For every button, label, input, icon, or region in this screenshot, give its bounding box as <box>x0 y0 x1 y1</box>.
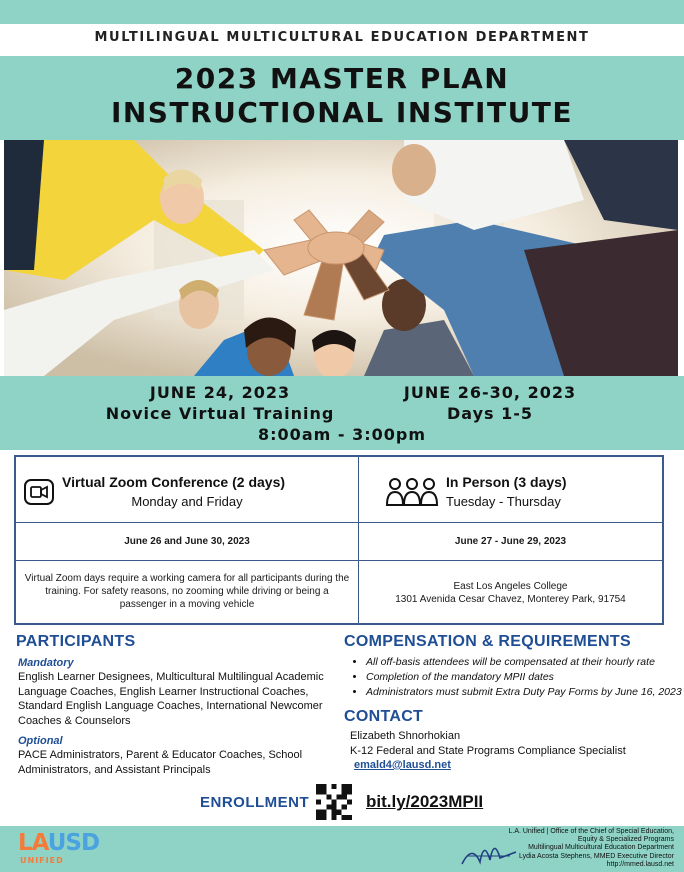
virtual-title: Virtual Zoom Conference (2 days) <box>62 474 286 490</box>
location <box>359 561 662 606</box>
list-item: • All off-basis attendees will be compensated at their hourly rate <box>366 655 684 670</box>
enrollment-label: ENROLLMENT <box>200 794 310 811</box>
novice-date: JUNE 24, 2023 <box>149 383 291 402</box>
virtual-dates-cell <box>16 523 359 561</box>
title-line-2: INSTRUCTIONAL INSTITUTE <box>110 96 574 129</box>
video-camera-icon <box>24 479 54 505</box>
in-person-dates: June 27 - June 29, 2023 <box>454 536 567 547</box>
location-cell <box>359 561 662 623</box>
contact-name: Elizabeth Shnorhokian <box>350 730 461 742</box>
in-person-header-cell <box>359 457 662 523</box>
location-address: 1301 Avenida Cesar Chavez, Monterey Park, 91754 <box>395 594 626 605</box>
mandatory-label: Mandatory <box>18 657 74 669</box>
people-group-icon <box>385 477 439 507</box>
location-name: East Los Angeles College <box>453 581 568 592</box>
hands-together-illustration <box>4 140 678 376</box>
optional-label: Optional <box>18 735 63 747</box>
footer-line: Lydia Acosta Stephens, MMED Executive Director <box>519 852 674 860</box>
logo-la: LA <box>18 830 48 856</box>
mandatory-text: English Learner Designees, Multicultural Multilingual Academic Language Coaches, English Learner Instructional Coaches, Standard English Language Coaches, International Newcomer Coaches & Counselors <box>18 671 324 727</box>
footer-line: Equity & Specialized Programs <box>577 836 674 844</box>
contact-role: K-12 Federal and State Programs Compliance Specialist <box>350 745 626 757</box>
contact-heading: CONTACT <box>344 708 424 725</box>
in-person-title: In Person (3 days) <box>446 474 567 490</box>
virtual-note: Virtual Zoom days require a working camera for all participants during the training. For safety reasons, no zooming while driving or being a passenger in a moving vehicle <box>24 573 350 610</box>
in-person-dates-cell <box>359 523 662 561</box>
hero-photo <box>4 140 678 376</box>
department-name: MULTILINGUAL MULTICULTURAL EDUCATION DEPARTMENT <box>94 30 590 45</box>
days-label: Days 1-5 <box>446 404 533 423</box>
logo-usd: USD <box>47 830 100 856</box>
virtual-header-cell <box>16 457 359 523</box>
footer-line: L.A. Unified | Office of the Chief of Special Education, <box>508 828 674 835</box>
schedule-table <box>14 455 664 625</box>
footer-line: Multilingual Multicultural Education Department <box>528 844 674 852</box>
participants-heading: PARTICIPANTS <box>16 633 136 650</box>
virtual-days: Monday and Friday <box>131 494 243 509</box>
virtual-dates: June 26 and June 30, 2023 <box>124 536 250 547</box>
list-item: • Administrators must submit Extra Duty Pay Forms by June 16, 2023 <box>366 685 684 700</box>
compensation-list <box>352 655 684 700</box>
optional-text: PACE Administrators, Parent & Educator Coaches, School Administrators, and Assistant Principals <box>18 749 303 776</box>
list-item: • Completion of the mandatory MPII dates <box>366 670 684 685</box>
title-line-1: 2023 MASTER PLAN <box>174 62 510 95</box>
in-person-days: Tuesday - Thursday <box>446 494 561 509</box>
time-range: 8:00am - 3:00pm <box>258 425 426 444</box>
footer-credits <box>470 828 674 869</box>
novice-label: Novice Virtual Training <box>105 404 335 423</box>
contact-email-link[interactable]: emald4@lausd.net <box>354 759 451 771</box>
logo-unified: UNIFIED <box>20 856 64 865</box>
virtual-note-cell <box>16 561 359 623</box>
qr-code-icon[interactable] <box>316 784 352 820</box>
enrollment-link[interactable]: bit.ly/2023MPII <box>366 792 484 811</box>
footer-line: http://mmed.lausd.net <box>606 860 674 868</box>
days-date: JUNE 26-30, 2023 <box>403 383 577 402</box>
top-color-band <box>0 0 684 24</box>
compensation-heading: COMPENSATION & REQUIREMENTS <box>344 633 631 650</box>
lausd-logo <box>18 830 99 856</box>
page-title <box>0 62 684 130</box>
